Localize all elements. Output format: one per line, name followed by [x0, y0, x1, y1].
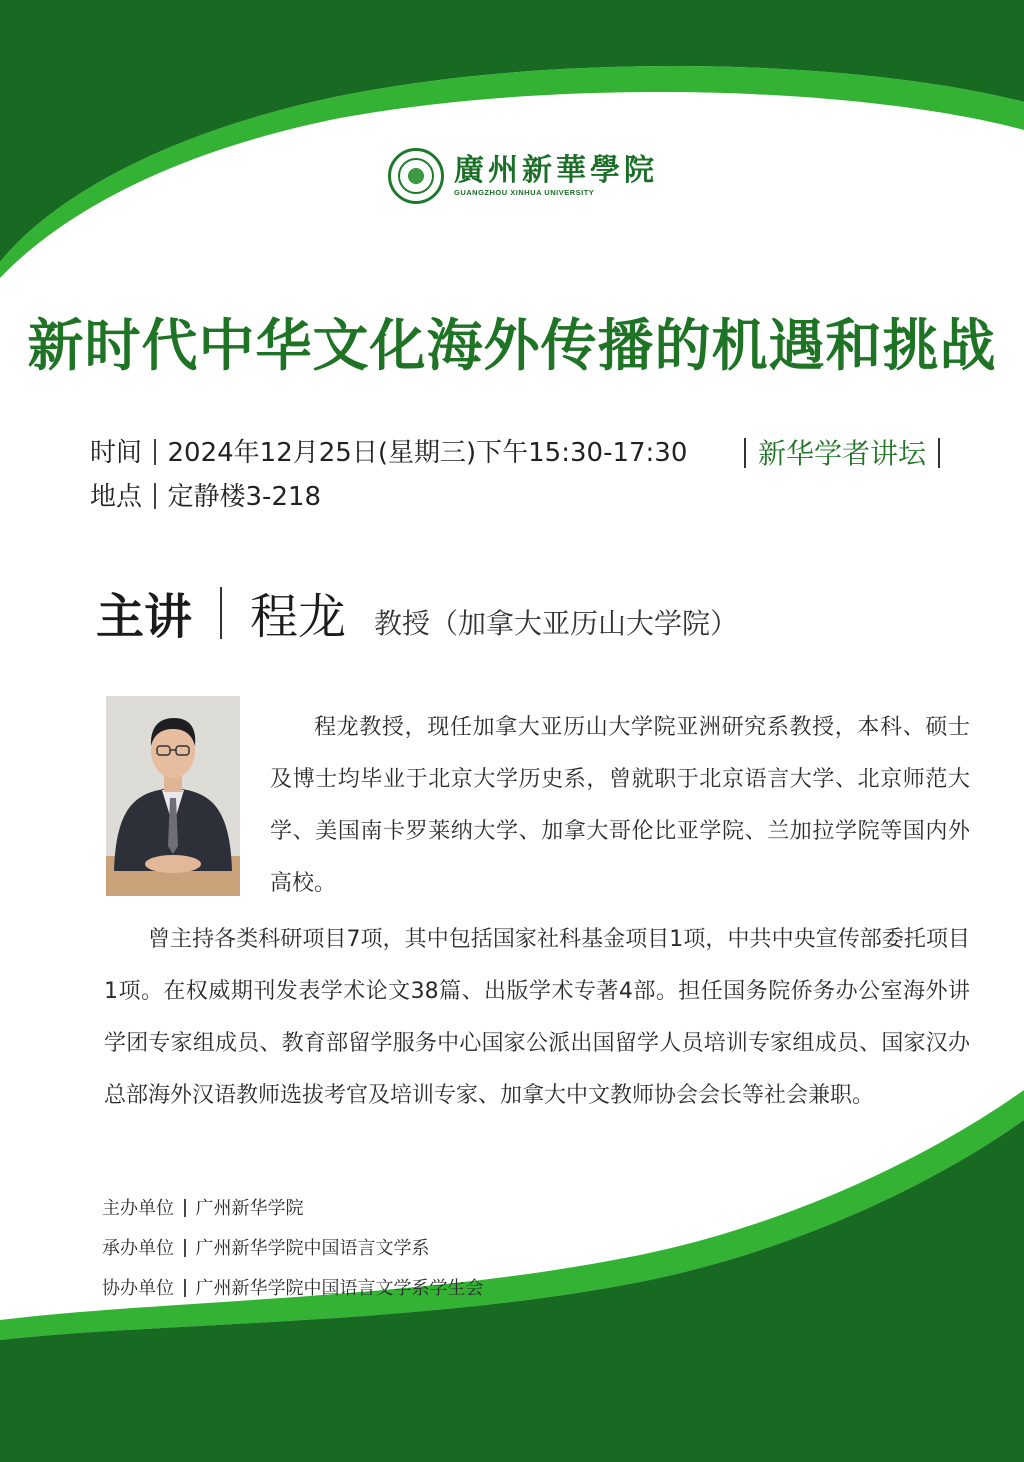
place-label: 地点	[90, 482, 143, 512]
logo-chinese-name: 廣州新華學院	[454, 153, 658, 188]
time-label: 时间	[90, 438, 143, 468]
organizer-label: 主办单位	[102, 1198, 174, 1219]
place-row	[90, 476, 321, 513]
university-logo	[388, 148, 658, 204]
organizer-label: 承办单位	[102, 1238, 174, 1259]
speaker-role: 主讲	[96, 589, 193, 645]
lecture-title: 新时代中华文化海外传播的机遇和挑战	[27, 314, 997, 379]
divider	[154, 483, 156, 509]
organizer-value: 广州新华学院	[195, 1198, 304, 1219]
speaker-name: 程龙	[250, 589, 347, 645]
bio-text: 程龙教授，现任加拿大亚历山大学院亚洲研究系教授，本科、硕士及博士均毕业于北京大学历史系，曾就职于北京语言大学、北京师范大学、美国南卡罗莱纳大学、加拿大哥伦比亚学院、兰加拉学院等国内外高校。	[270, 715, 970, 896]
organizer-row	[102, 1194, 304, 1220]
organizer-value: 广州新华学院中国语言文学系学生会	[195, 1278, 484, 1299]
divider	[154, 439, 156, 465]
organizer-value: 广州新华学院中国语言文学系	[195, 1238, 430, 1259]
organizer-label: 协办单位	[102, 1278, 174, 1299]
speaker-title-affiliation: 教授（加拿大亚历山大学院）	[374, 607, 739, 640]
forum-badge	[744, 432, 952, 472]
divider	[744, 438, 746, 468]
university-seal-icon	[388, 148, 444, 204]
speaker-row	[96, 578, 738, 647]
divider	[184, 1239, 186, 1257]
divider	[184, 1199, 186, 1217]
logo-english-name: GUANGZHOU XINHUA UNIVERSITY	[454, 188, 595, 197]
time-value: 2024年12月25日(星期三)下午15:30-17:30	[167, 438, 688, 468]
speaker-portrait	[106, 696, 240, 896]
forum-name: 新华学者讲坛	[758, 437, 927, 470]
bio-paragraph-1	[270, 702, 970, 910]
time-row	[90, 432, 687, 469]
divider	[220, 587, 222, 639]
bio-text: 曾主持各类科研项目7项，其中包括国家社科基金项目1项，中共中央宣传部委托项目1项。在权威期刊发表学术论文38篇、出版学术专著4部。担任国务院侨务办公室海外讲学团专家组成员、教育部留学服务中心国家公派出国留学人员培训专家组成员、国家汉办总部海外汉语教师选拔考官及培训专家、加拿大中文教师协会会长等社会兼职。	[104, 927, 970, 1108]
bio-paragraph-2	[104, 914, 970, 1122]
divider	[938, 438, 940, 468]
divider	[184, 1279, 186, 1297]
assisting-organizer-row	[102, 1274, 484, 1300]
co-organizer-row	[102, 1234, 430, 1260]
place-value: 定静楼3-218	[167, 482, 322, 512]
